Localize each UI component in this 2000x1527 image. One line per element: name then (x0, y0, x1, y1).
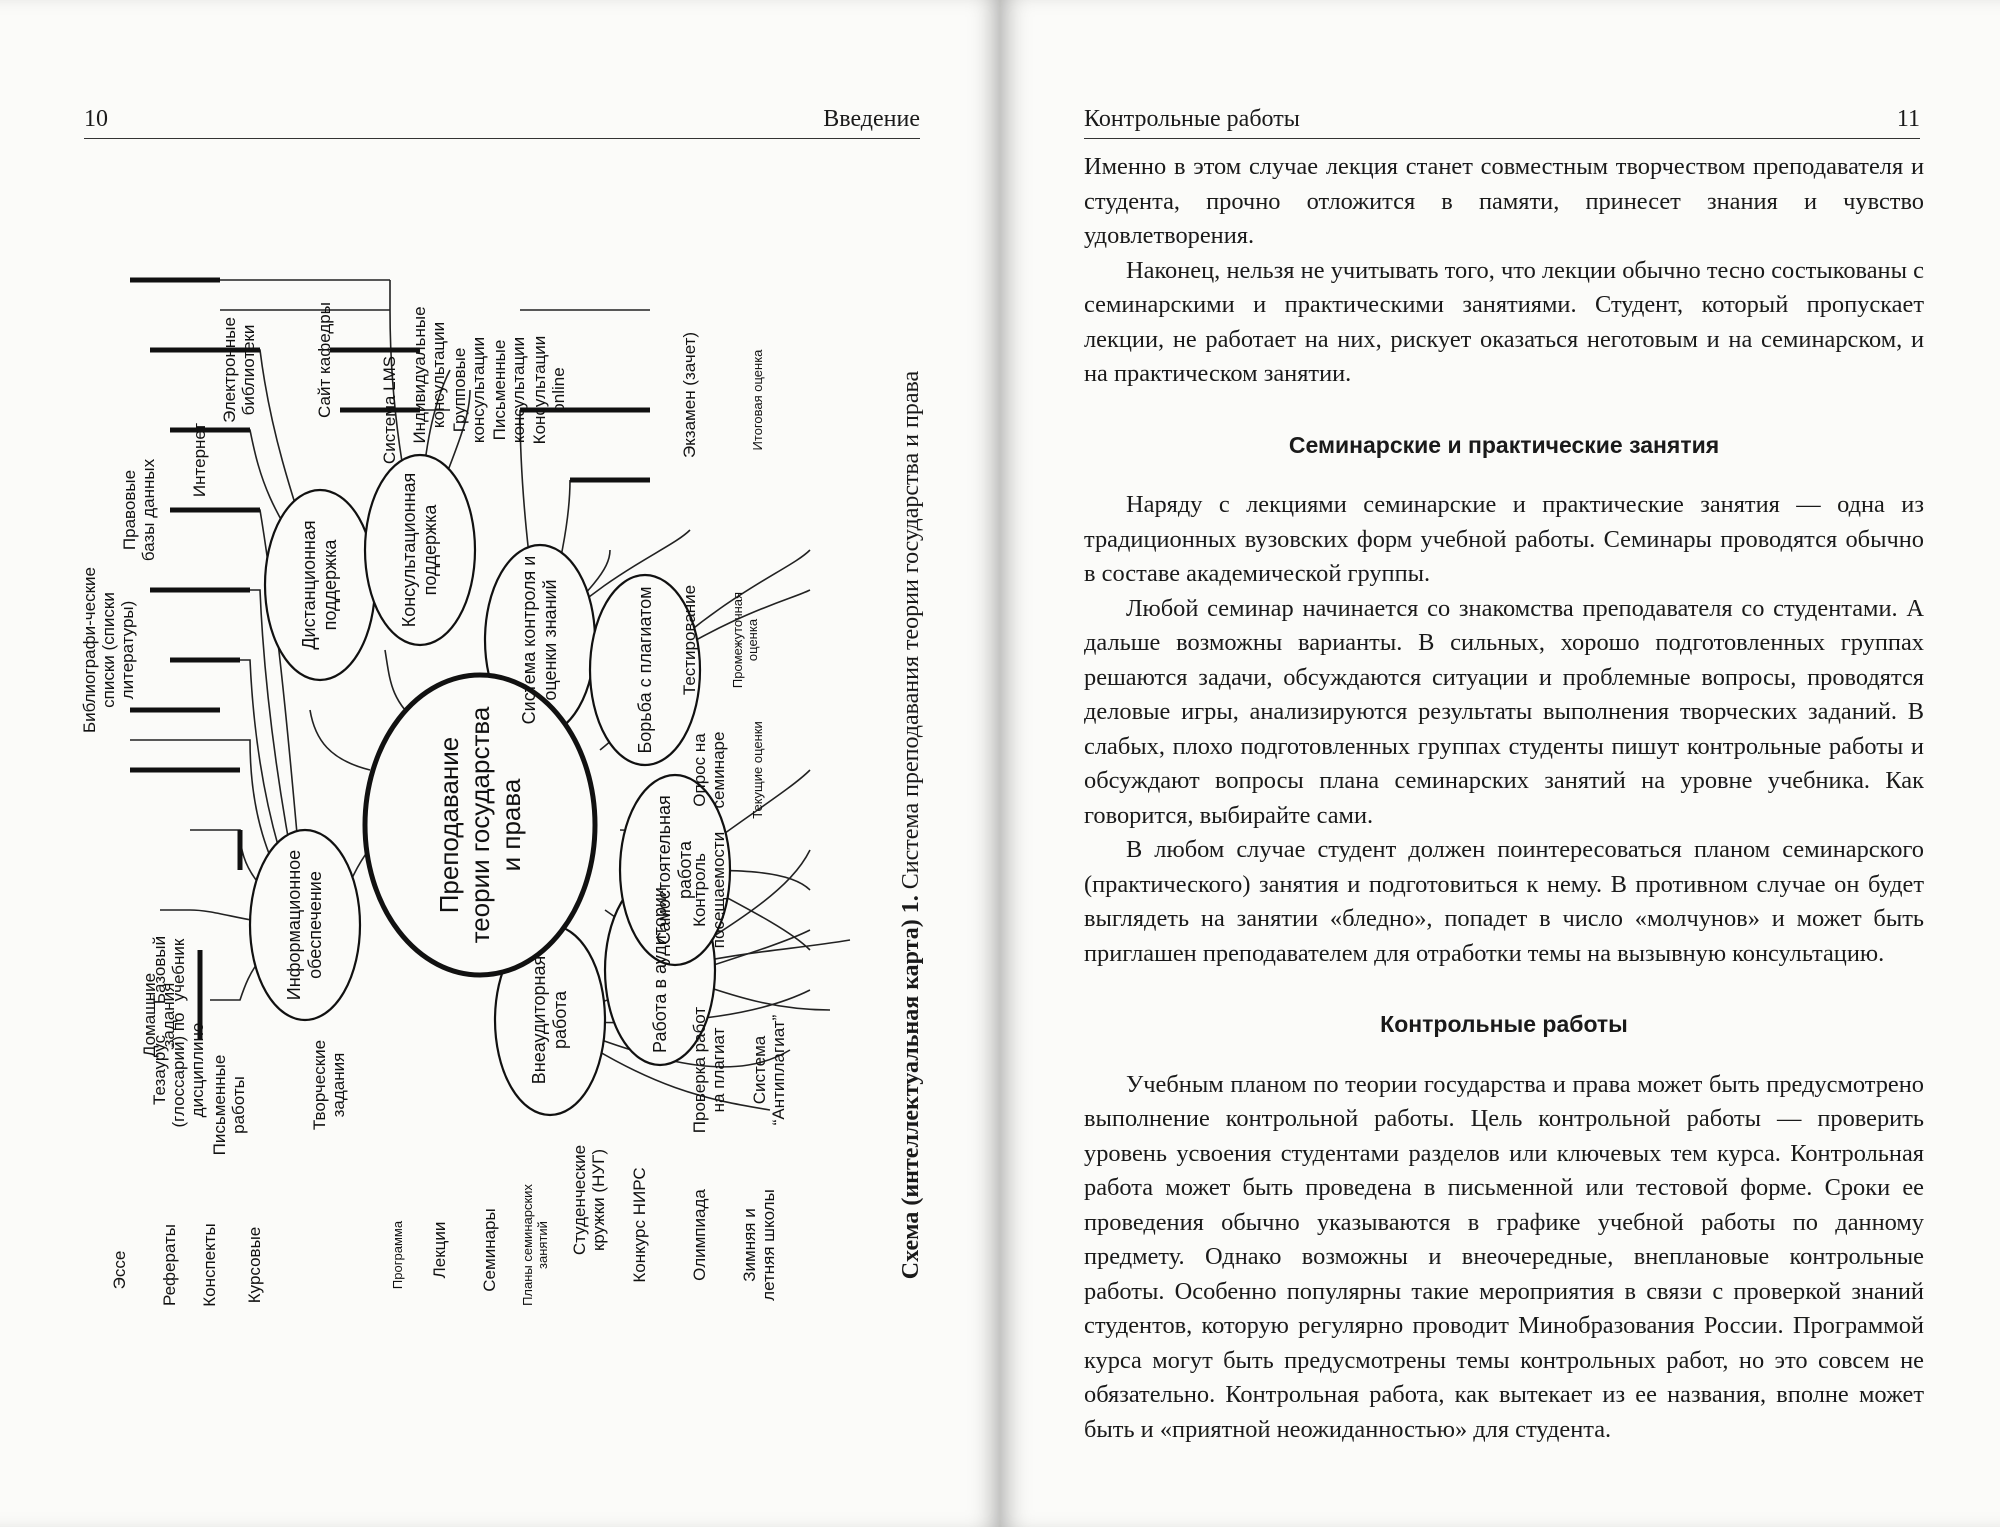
heading-seminars: Семинарские и практические занятия (1288, 431, 1720, 458)
left-running-head (84, 104, 920, 139)
leaf-creative: Творческие задания (310, 1039, 348, 1131)
paragraph-1: Именно в этом случае лекция станет совместным творчеством преподавателя и студента, прочно отложится в памяти, принесет знания и чувство удовлетворения. (1084, 153, 1924, 249)
leaf-circles: Студенческие кружки (НУГ) (570, 1144, 608, 1256)
leaf-reports: Рефераты (160, 1223, 179, 1307)
leaf-seminar-quiz: Опрос на семинаре (690, 731, 728, 809)
leaf-exam: Экзамен (зачет) (680, 331, 699, 459)
leaf-essay: Эссе (110, 1250, 129, 1290)
node-info: Информационное обеспечение (284, 849, 325, 1001)
leaf-dept-site: Сайт кафедры (315, 302, 334, 418)
node-control: Система контроля и оценки знаний (519, 555, 560, 725)
leaf-internet: Интернет (190, 422, 209, 498)
right-page (1000, 0, 2000, 1527)
paragraph-6: Учебным планом по теории государства и права может быть предусмотрено выполнение контрольной работы. Цель контрольной работы — проверить уровень усвоения студентами разделов или ключевых тем курса. Контрольная работа может быть проведена в письменной или тестовой форме. Сроки ее проведения обычно указываются в графике учебной работы по данному предмету. Однако возможны и внеочередные, внеплановые контрольные работы. Особенно популярны такие мероприятия в связи с проверкой знаний студентов, которую регулярно проводит Минобразования России. Программой курса могут быть предусмотрены темы контрольных работ, но это совсем не обязательно. Контрольная работа, как вытекает из ее названия, вполне может быть и «приятной неожиданностью» для студента. (1084, 1070, 1924, 1443)
leaf-testing: Тестирование (680, 584, 699, 696)
center-node: Преподавание теории государства и права (433, 706, 526, 944)
caption-bold: Схема (интеллектуальная карта) 1. (898, 895, 924, 1280)
node-distance: Дистанционная поддержка (299, 520, 340, 650)
right-page-number: 11 (1896, 106, 1920, 132)
left-running-title: Введение (823, 106, 920, 132)
right-running-head (1084, 104, 1920, 139)
mind-map-figure (80, 180, 950, 1470)
leaf-schools: Зимняя и летняя школы (740, 1189, 778, 1301)
leaf-interim: Промежуточная оценка (730, 591, 760, 689)
leaf-elibs: Электронные библиотеки (220, 317, 258, 423)
leaf-indiv-cons: Индивидуальные консультации (410, 306, 448, 444)
leaf-attendance: Контроль посещаемости (690, 831, 728, 949)
paragraph-2: Наконец, нельзя не учитывать того, что лекции обычно тесно состыкованы с семинарскими и практическими занятиями. Студент, который пропускает лекции, не работает на них, рискует оказаться неготовым и на семинарском, и на практическом занятии. (1084, 256, 1924, 387)
leaf-homework: Домашние задания (140, 972, 178, 1058)
leaf-written-cons: Письменные консультации (490, 336, 528, 444)
node-plagiat: Борьба с плагиатом (634, 586, 655, 754)
leaf-seminar-plans: Планы семинарских занятий (520, 1184, 550, 1306)
leaf-olymp: Олимпиада (690, 1189, 709, 1281)
left-page-number: 10 (84, 106, 108, 132)
caption-text: Система преподавания теории государства и права (898, 370, 924, 896)
leaf-final: Итоговая оценка (750, 349, 765, 451)
paragraph-4: Любой семинар начинается со знакомства преподавателя со студентами. А дальше возможны варианты. В сильных, хорошо подготовленных группах решаются задачи, обсуждаются ситуации и проблемные вопросы, проводятся деловые игры, анализируются результаты выполнения творческих заданий. В слабых, плохо подготовленных группах студенты пишут контрольные работы и обсуждают вопросы плана семинарских занятий на уровне учебника. Как говорится, выбирайте сами. (1084, 594, 1924, 829)
right-body (1084, 150, 1924, 1447)
leaf-plag-check: Проверка работ на плагиат (690, 1006, 728, 1134)
node-auditory: Работа в аудитории (649, 887, 670, 1053)
leaf-online-cons: Консультации online (530, 335, 568, 445)
leaf-written: Письменные работы (210, 1054, 248, 1156)
paragraph-5: В любом случае студент должен поинтересоваться планом семинарского (практического) занятия и подготовиться к нему. В противном случае он будет выглядеть на занятии «бледно», попадет в число «молчунов» и может быть приглашен преподавателем для отработки темы на вызывную консультацию. (1084, 836, 1924, 967)
node-extra: Внеаудиторная работа (529, 955, 570, 1085)
leaf-notes: Конспекты (200, 1223, 219, 1307)
leaf-lectures: Лекции (430, 1221, 449, 1279)
figure-caption (896, 180, 926, 1470)
leaf-biblio: Библиографи-ческие списки (списки литературы) (80, 567, 137, 733)
mind-map-rotated (80, 180, 950, 1470)
paragraph-3: Наряду с лекциями семинарские и практические занятия — одна из традиционных вузовских форм учебной работы. Семинары проводятся обычно в составе академической группы. (1084, 491, 1924, 587)
leaf-thesaurus: Тезаурус (глоссарий) по дисциплине (150, 1012, 207, 1128)
leaf-seminars: Семинары (480, 1208, 499, 1292)
node-self: Самостоятельная работа (654, 795, 695, 945)
leaf-nirs: Конкурс НИРС (630, 1167, 649, 1283)
leaf-program: Программа (390, 1220, 405, 1290)
leaf-legal-db: Правовые базы данных (120, 458, 158, 562)
leaf-antiplag: Система “Антиплагиат” (750, 1014, 788, 1126)
leaf-textbook: Базовый учебник (150, 935, 188, 1005)
leaf-group-cons: Групповые консультации (450, 336, 488, 444)
leaf-lms: Система LMS (380, 355, 399, 465)
right-running-title: Контрольные работы (1084, 106, 1300, 132)
leaf-coursework: Курсовые (245, 1226, 264, 1304)
node-consult: Консультационная поддержка (399, 472, 440, 628)
leaf-current: Текущие оценки (750, 721, 765, 819)
heading-control-works: Контрольные работы (1380, 1011, 1628, 1037)
